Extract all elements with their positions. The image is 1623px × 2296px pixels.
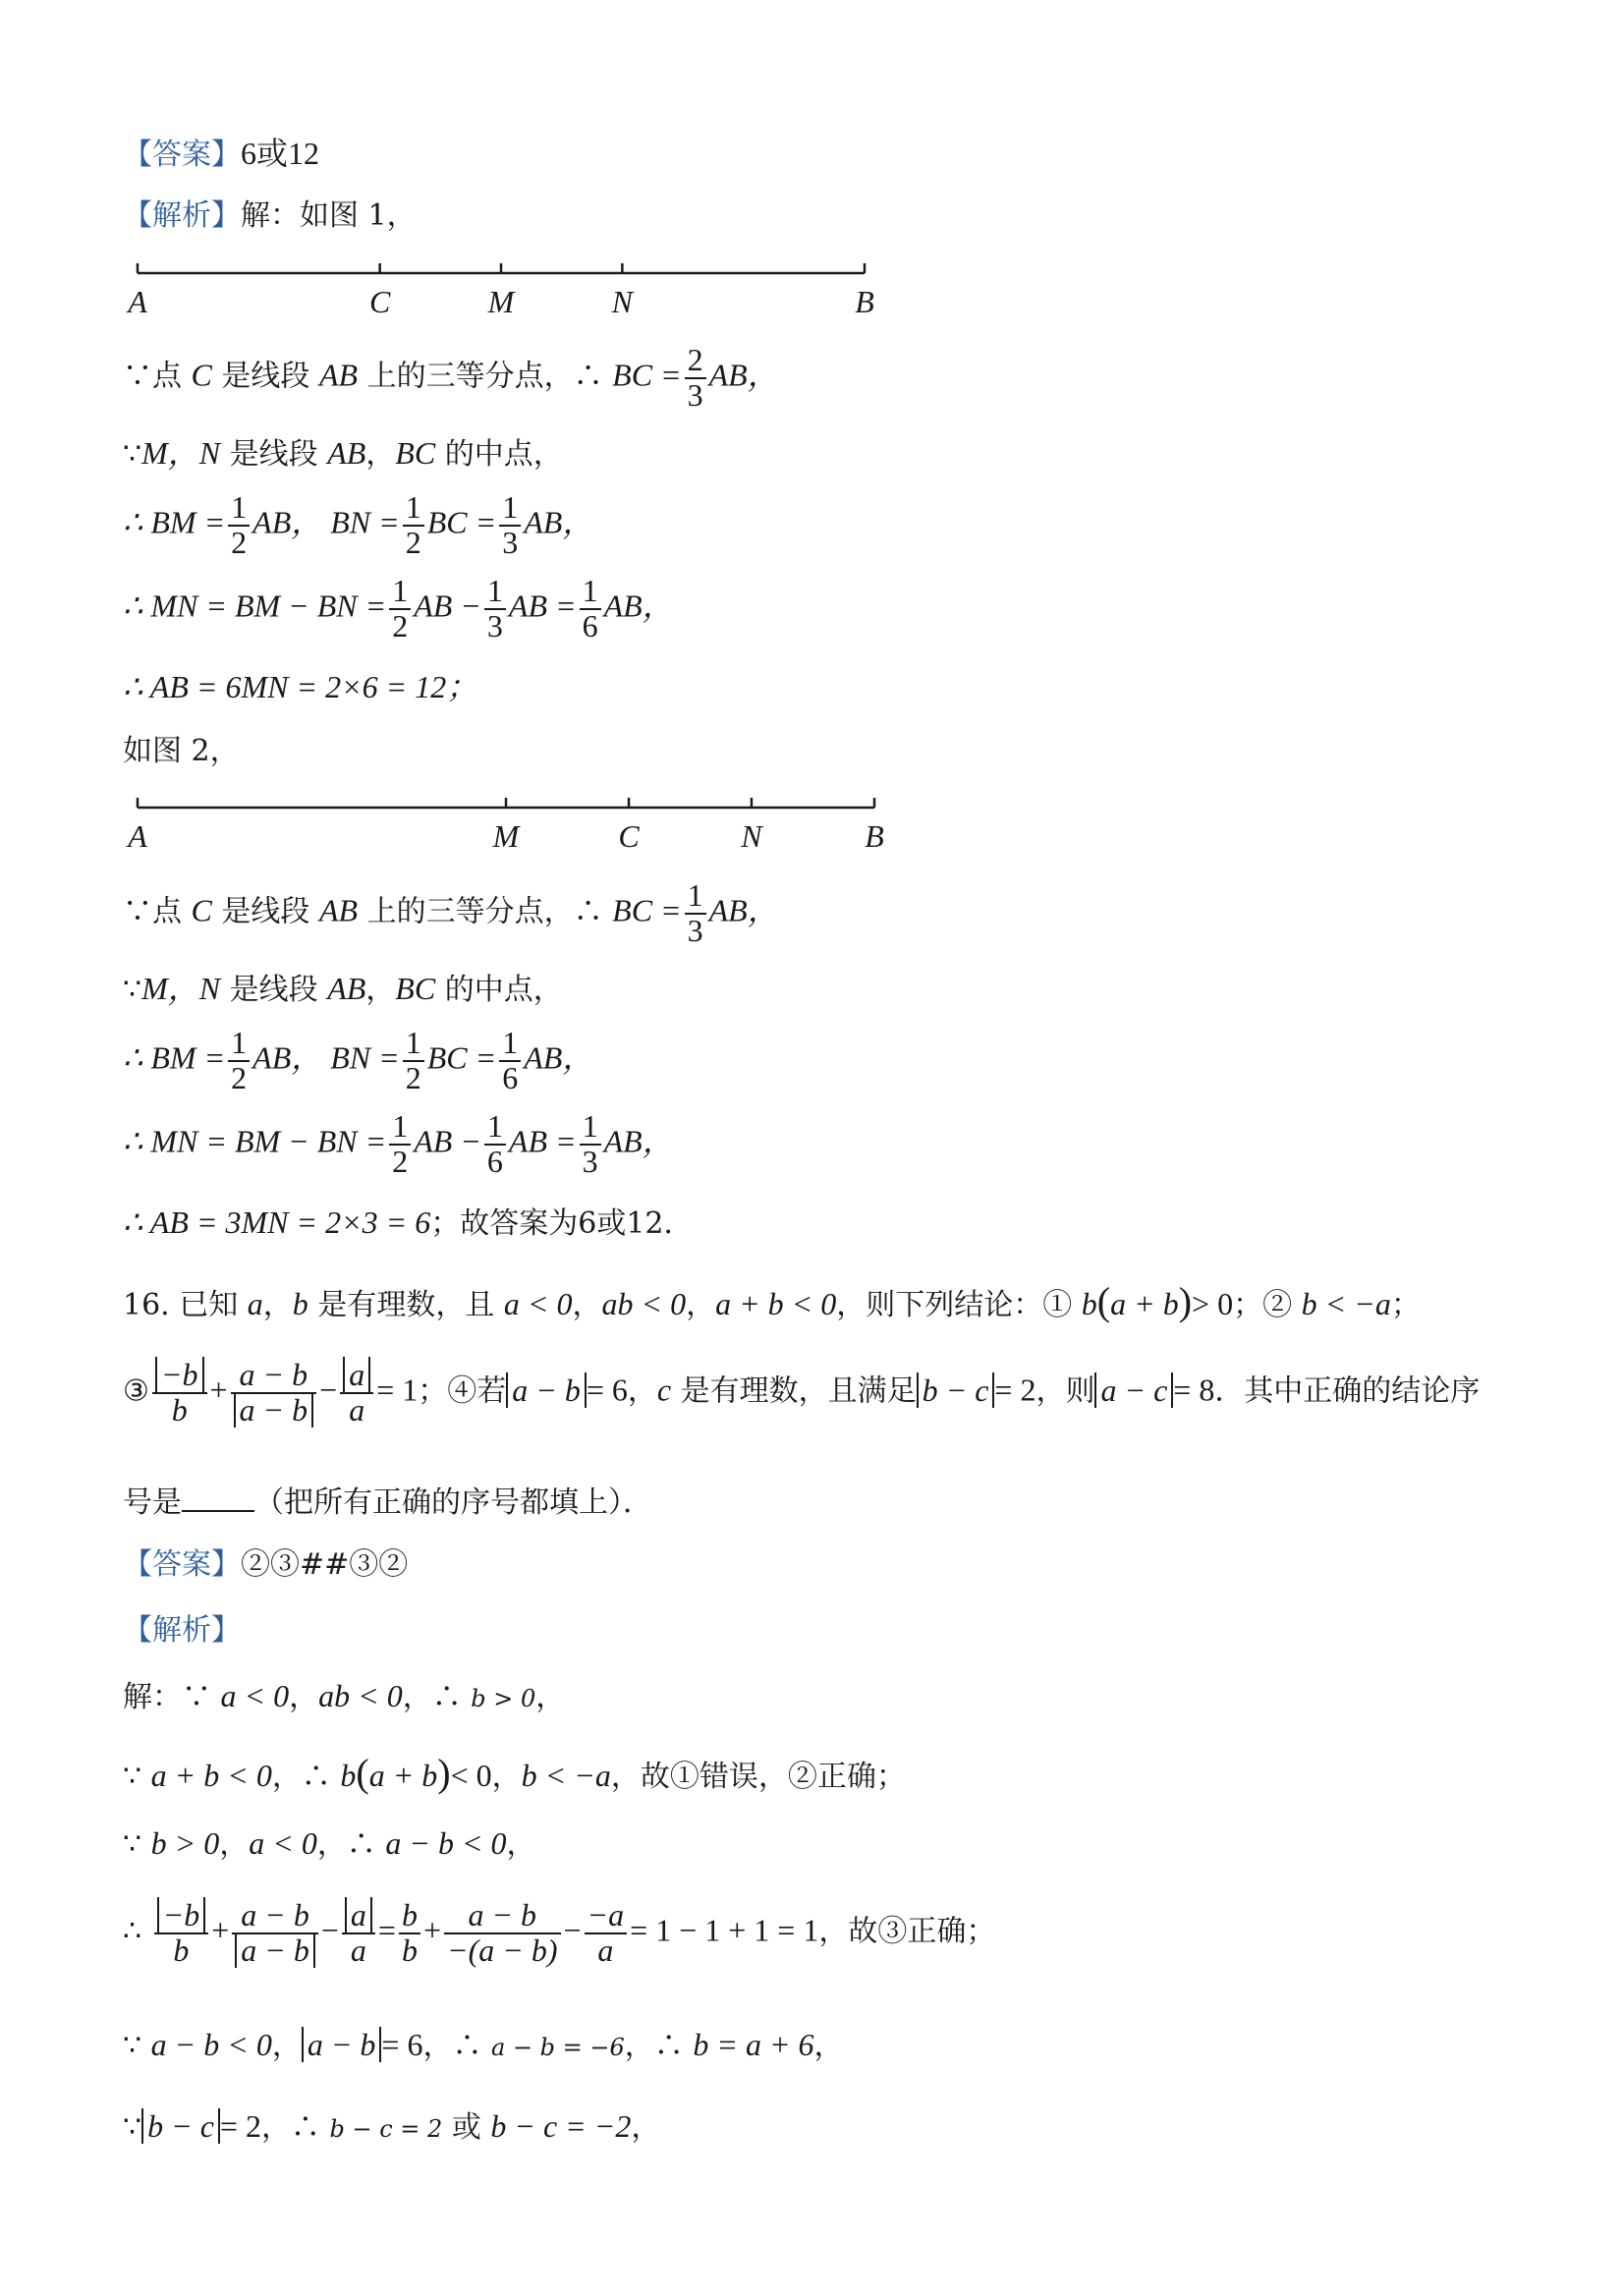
math-text: BC = [612,357,682,393]
math-text: ∴ BM = [123,1039,226,1076]
text: 号是 [123,1485,182,1520]
case1-line-1 [123,344,779,412]
text: ， [686,1288,716,1322]
text: （把所有正确的序号都填上）． [254,1485,652,1520]
denominator: 6 [486,1143,503,1179]
op: + [422,1912,441,1948]
analysis-line-2 [123,1613,241,1648]
math-text: = 2 [994,1372,1036,1408]
var-BC: BC [395,435,436,471]
denominator: a [350,1932,366,1968]
math-text: AB， [524,504,594,540]
numerator: 1 [499,491,521,527]
math-text: AB = [508,588,577,624]
case2-line-1 [123,879,779,947]
math-text: a < 0 [220,1678,290,1713]
denominator: 2 [405,524,421,560]
text: 的中点， [435,973,563,1007]
answer-text: ②③##③② [241,1547,409,1582]
fraction [403,1027,424,1094]
fraction [231,1359,317,1427]
math-text: AB， BN = [252,504,400,540]
text: 是线段 [220,437,328,472]
abs-numerator: −b [157,1897,206,1932]
abs-expr: a − b [302,2027,382,2062]
math-text: = 2 [219,2108,261,2144]
fraction [585,1899,628,1967]
text: ∵ [123,2029,151,2063]
math-text: ∴ BM = [123,504,226,540]
text: ， [365,437,396,472]
text: ；② [1233,1288,1302,1322]
fraction [484,575,506,643]
math-text: BC = [612,892,682,928]
fraction [389,1110,411,1178]
denominator: 3 [687,912,703,948]
fraction [228,1027,250,1094]
math-text: b > 0 [150,1825,220,1861]
math-text: a + b < 0 [715,1286,837,1321]
text: ，故③正确； [818,1914,996,1949]
abs-numerator: a [345,1897,372,1932]
math-text: b − c = −2 [490,2108,632,2144]
point-label-N: N [611,284,634,319]
text: ，∴ [624,2029,694,2063]
numerator: a − b [231,1359,317,1394]
text: ，∴ [422,2029,491,2063]
case2-line-3 [123,1027,593,1094]
denominator: 2 [231,524,248,560]
denominator: 2 [392,607,409,644]
point-label-M: M [487,284,515,319]
math-text: a − b < 0 [150,2027,272,2062]
text: ，∴ [260,2110,330,2145]
numerator: 1 [685,879,706,915]
denominator: 6 [502,1059,519,1095]
math-text: ab < 0 [601,1286,687,1321]
figure-1-segment [123,257,889,326]
case1-line-2 [123,437,563,470]
math-text: a + b < 0 [150,1758,272,1793]
sol-line-4 [123,1899,995,1967]
op: + [209,1372,228,1408]
math-text: b > 0 [471,1685,536,1712]
var-AB: AB [327,435,366,471]
text: ∵点 [123,894,192,929]
text: 解：∵ [123,1680,221,1714]
math-text: AB， [603,588,674,624]
math-text: ∴ MN = BM − BN = [123,588,387,624]
denominator: 3 [486,607,503,644]
text: 上的三等分点，∴ [358,359,613,394]
point-label-A: A [128,284,147,319]
abs-numerator: a [343,1357,370,1392]
text: ，则 [1035,1373,1095,1409]
text: ， [289,1680,319,1714]
math-text: a − b = −6 [491,2034,625,2061]
denominator: 2 [231,1059,248,1095]
numerator: 1 [580,575,601,610]
case2-line-4 [123,1110,674,1178]
numerator: 1 [499,1027,521,1062]
numerator: a − b [444,1899,561,1934]
math-text: < 0 [450,1758,492,1793]
text: ， [262,1288,293,1322]
var-C: C [191,357,212,393]
fraction [444,1899,561,1967]
var-a: a [247,1286,263,1321]
math-text: AB， [708,357,779,393]
numerator: 1 [403,491,424,527]
fraction [580,1110,601,1178]
text: ，∴ [271,1760,341,1794]
math-text: = 1 − 1 + 1 = 1 [630,1912,819,1948]
op: − [320,1912,339,1948]
text: 的中点， [435,437,563,472]
math-text: b < −a [1301,1286,1391,1321]
math-text: BC = [426,1039,497,1076]
math-text: a − b < 0 [385,1825,507,1861]
text: ， [506,1827,536,1862]
denominator: 2 [405,1059,421,1095]
math-text: ∴ AB = 3MN = 2×3 = 6 [123,1204,431,1240]
math-text: = 6 [586,1372,628,1408]
denominator: 6 [582,607,598,644]
math-text: AB， [603,1123,674,1159]
q16-line-3 [123,1486,652,1518]
fraction [152,1359,207,1427]
math-text: a + b [1110,1286,1179,1321]
op: − [563,1912,582,1948]
abs-expr: b − c [917,1372,995,1408]
text: ， [491,1760,522,1794]
math-text: AB， [708,892,779,928]
figure-2-segment [123,792,899,861]
text: ∵点 [123,359,192,394]
fraction [154,1899,209,1967]
text: ．其中正确的结论序 [1214,1373,1481,1409]
denominator: 2 [392,1143,409,1179]
answer-tag: 【答案】 [123,138,241,172]
case2-line-5 [123,1206,694,1239]
math-text: b [1081,1286,1097,1321]
case1-line-5: ∴ AB = 6MN = 2×6 = 12； [123,669,478,704]
numerator: −a [585,1899,628,1934]
text: 是有理数，且 [308,1288,504,1322]
var-AB: AB [327,971,366,1006]
numerator: 1 [484,1110,506,1146]
text: ， [627,1373,657,1409]
math-text: = 1 [376,1372,419,1408]
numerator: b [399,1899,420,1934]
sol-line-3 [123,1827,536,1860]
text: ∵ [123,2110,142,2145]
point-label-B: B [865,818,884,854]
numerator: 1 [580,1110,601,1146]
fraction [228,491,250,559]
point-label-A: A [128,818,147,854]
sol-line-1 [123,1680,565,1712]
math-text: a < 0 [503,1286,573,1321]
text: 是线段 [211,359,319,394]
fraction [580,575,601,643]
text: ， [219,1827,250,1862]
math-text: AB， BN = [252,1039,400,1076]
math-text: AB， [524,1039,594,1076]
point-label-B: B [855,284,874,319]
math-text: a + b [368,1758,438,1793]
text: ∴ [123,1914,151,1949]
figure-2-caption: 如图 2， [123,734,240,768]
abs-numerator: −b [155,1357,204,1392]
denominator: a [597,1932,614,1968]
abs-expr: b − c [141,2108,220,2144]
fraction [389,575,411,643]
fraction [685,879,706,947]
math-text: b < −a [521,1758,611,1793]
var-c: c [656,1372,672,1408]
math-text: b − c = 2 [329,2115,443,2143]
math-text: a < 0 [249,1825,317,1861]
analysis-tag: 【解析】 [123,198,241,233]
point-label-N: N [741,818,762,854]
vars-MN: M，N [141,971,221,1006]
case1-line-4 [123,575,674,643]
math-text: AB − [414,588,481,624]
analysis-tag: 【解析】 [123,1613,241,1648]
math-text: AB = [508,1123,577,1159]
numerator: 1 [484,575,506,610]
numerator: 1 [228,491,250,527]
text: 是线段 [220,973,328,1007]
text: ， [271,2029,302,2063]
text: ， [631,2110,661,2145]
abs-denominator: a − b [235,1932,315,1968]
var-C: C [191,892,212,928]
fraction [340,1359,373,1427]
fraction [499,1027,521,1094]
math-text: b [340,1758,357,1793]
op: + [211,1912,230,1948]
text: 或 [442,2110,491,2145]
text: ，∴ [402,1680,472,1714]
denominator: 3 [687,376,703,413]
point-label-C: C [618,818,640,854]
text: ∵ [123,437,142,472]
numerator: 1 [389,1110,411,1146]
fraction [484,1110,506,1178]
denominator: b [171,1391,188,1428]
op: = [377,1912,396,1948]
math-text: = 6 [381,2027,423,2062]
text: 是线段 [211,894,319,929]
text: ；故答案为6或12． [430,1206,694,1241]
analysis-line-1 [123,198,417,233]
text: ，∴ [316,1827,386,1862]
sol-line-6 [123,2110,660,2143]
text: ， [572,1288,602,1322]
var-AB: AB [318,892,359,928]
text: 16. 已知 [123,1288,248,1322]
answer-tag: 【答案】 [123,1547,241,1582]
denominator: b [173,1932,190,1968]
math-text: BC = [426,504,497,540]
text: 是有理数，且满足 [671,1373,917,1409]
q16-line-2 [123,1359,1480,1427]
fraction [499,491,521,559]
answer-line-1 [123,138,319,170]
denominator: 3 [502,524,519,560]
fraction [685,344,706,412]
var-BC: BC [395,971,436,1006]
math-text: = 8 [1173,1372,1215,1408]
math-text: > 0 [1192,1286,1234,1321]
denominator: a [349,1391,365,1428]
abs-expr: a − c [1094,1372,1173,1408]
text: ∵ [123,973,142,1007]
math-text: ab < 0 [318,1678,403,1713]
answer-blank[interactable] [182,1486,254,1512]
answer-text: 6或12 [241,136,320,171]
circled-3: ③ [123,1373,149,1409]
numerator: 1 [228,1027,250,1062]
numerator: 2 [685,344,706,379]
vars-MN: M，N [141,435,221,471]
op: − [319,1372,338,1408]
abs-denominator: a − b [234,1392,314,1428]
text: 上的三等分点，∴ [358,894,613,929]
sol-line-5 [123,2029,844,2061]
math-text: b = a + 6 [693,2027,814,2062]
text: ， [535,1680,566,1714]
math-text: ∴ MN = BM − BN = [123,1123,387,1159]
denominator: −(a − b) [447,1932,558,1968]
var-b: b [292,1286,308,1321]
text: ，故①错误，②正确； [610,1760,906,1794]
var-AB: AB [318,357,359,393]
fraction [232,1899,318,1967]
text: ； [1390,1288,1421,1322]
fraction [399,1899,420,1967]
text: ， [813,2029,844,2063]
sol-line-2: ∵ a + b < 0，∴ b(a + b)< 0，b < −a，故①错误，②正确； [123,1751,906,1795]
denominator: b [401,1932,418,1968]
numerator: 1 [403,1027,424,1062]
text: ，则下列结论：① [836,1288,1082,1322]
abs-expr: a − b [506,1372,587,1408]
text: ；④若 [418,1373,507,1409]
denominator: 3 [582,1143,598,1179]
fraction [403,491,424,559]
numerator: a − b [232,1899,318,1934]
point-label-M: M [492,818,520,854]
numerator: 1 [389,575,411,610]
text: ， [365,973,396,1007]
case1-line-3 [123,491,593,559]
text: ∵ [123,1760,151,1794]
point-label-C: C [368,284,391,319]
text: ∵ [123,1827,151,1862]
fraction [342,1899,375,1967]
case2-line-2 [123,973,563,1005]
math-text: AB − [414,1123,481,1159]
q16-line-1: 16. 已知 a，b 是有理数，且 a < 0，ab < 0，a + b < 0，则下列结论：① b(a + b)> 0；② b < −a； [123,1279,1421,1323]
answer-line-2 [123,1547,409,1582]
analysis-intro: 解：如图 1， [241,198,417,233]
